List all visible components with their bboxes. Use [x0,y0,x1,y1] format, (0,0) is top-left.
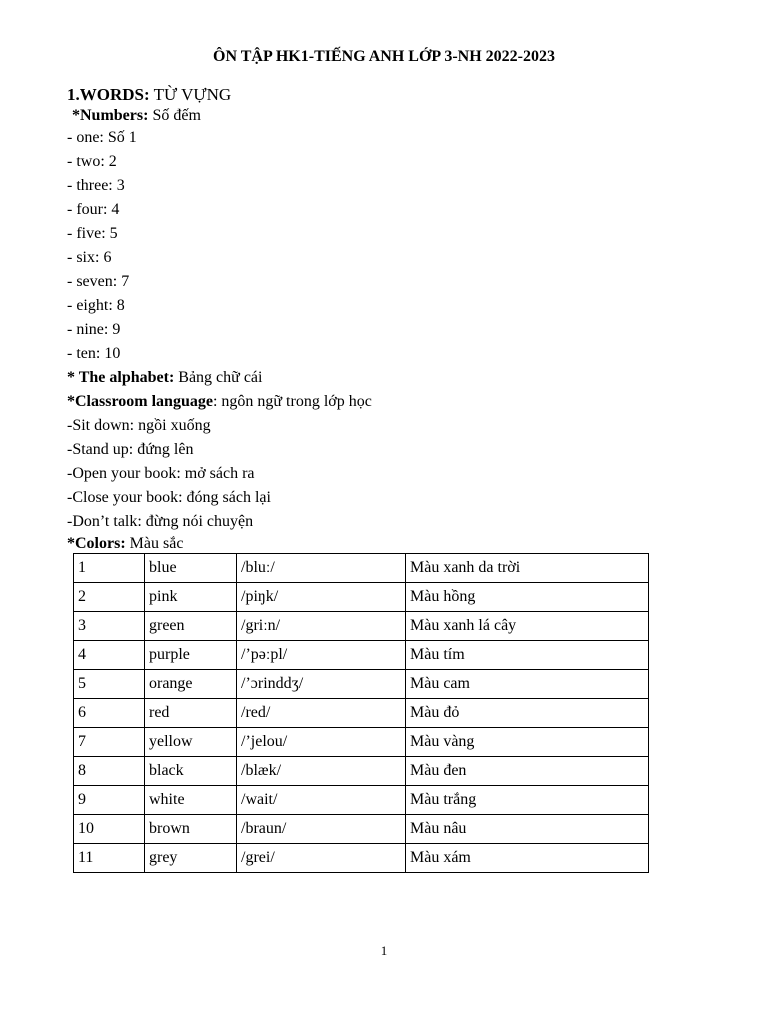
alphabet-heading-text: Bảng chữ cái [174,369,263,386]
colors-heading [67,534,707,554]
color-ipa-cell: /grei/ [237,844,406,873]
numbers-list [67,126,707,366]
table-row [74,815,649,844]
color-number-cell: 9 [74,786,145,815]
color-meaning-cell: Màu cam [406,670,649,699]
table-row [74,757,649,786]
color-ipa-cell: /blæk/ [237,757,406,786]
color-number-cell: 6 [74,699,145,728]
words-heading-text: TỪ VỰNG [149,85,232,104]
color-number-cell: 10 [74,815,145,844]
color-word-cell: red [145,699,237,728]
color-word-cell: white [145,786,237,815]
number-item: - nine: 9 [67,321,121,338]
table-row [74,612,649,641]
alphabet-heading-label: * The alphabet: [67,369,175,386]
color-ipa-cell: /’jelou/ [237,728,406,757]
color-meaning-cell: Màu vàng [406,728,649,757]
color-meaning-cell: Màu hồng [406,583,649,612]
color-number-cell: 1 [74,554,145,583]
colors-heading-text: Màu sắc [125,535,184,552]
color-word-cell: pink [145,583,237,612]
table-row [74,554,649,583]
classroom-heading [67,390,707,414]
color-number-cell: 11 [74,844,145,873]
color-ipa-cell: /wait/ [237,786,406,815]
classroom-list [67,414,707,534]
words-heading [67,84,707,106]
color-word-cell: green [145,612,237,641]
number-item: - four: 4 [67,201,120,218]
table-row [74,670,649,699]
table-row [74,699,649,728]
color-meaning-cell: Màu xanh lá cây [406,612,649,641]
color-ipa-cell: /’pəːpl/ [237,641,406,670]
table-row [74,786,649,815]
color-ipa-cell: /red/ [237,699,406,728]
color-meaning-cell: Màu nâu [406,815,649,844]
number-item: - eight: 8 [67,297,125,314]
numbers-heading [67,106,707,126]
classroom-phrase-item: -Close your book: đóng sách lại [67,489,271,506]
table-row [74,728,649,757]
color-ipa-cell: /griːn/ [237,612,406,641]
color-meaning-cell: Màu xanh da trời [406,554,649,583]
color-meaning-cell: Màu đỏ [406,699,649,728]
classroom-phrase-item: -Open your book: mở sách ra [67,465,255,482]
words-heading-label: 1.WORDS: [67,85,150,104]
color-number-cell: 2 [74,583,145,612]
classroom-phrase-item: -Sit down: ngồi xuống [67,417,211,434]
table-row [74,583,649,612]
table-row [74,641,649,670]
classroom-heading-label: *Classroom language [67,393,213,410]
color-word-cell: black [145,757,237,786]
number-item: - two: 2 [67,153,117,170]
classroom-heading-text: : ngôn ngữ trong lớp học [212,393,372,410]
number-item: - six: 6 [67,249,112,266]
color-ipa-cell: /braun/ [237,815,406,844]
number-item: - ten: 10 [67,345,121,362]
color-meaning-cell: Màu tím [406,641,649,670]
numbers-heading-text: Số đếm [148,107,201,124]
colors-heading-label: *Colors: [67,535,126,552]
color-ipa-cell: /bluː/ [237,554,406,583]
color-ipa-cell: /piŋk/ [237,583,406,612]
color-number-cell: 4 [74,641,145,670]
color-meaning-cell: Màu xám [406,844,649,873]
colors-table [73,553,649,873]
table-row [74,844,649,873]
color-word-cell: orange [145,670,237,699]
color-word-cell: yellow [145,728,237,757]
color-number-cell: 5 [74,670,145,699]
color-meaning-cell: Màu trắng [406,786,649,815]
number-item: - seven: 7 [67,273,130,290]
number-item: - one: Số 1 [67,129,137,146]
classroom-phrase-item: -Don’t talk: đừng nói chuyện [67,513,254,530]
alphabet-heading [67,366,707,390]
document-title: ÔN TẬP HK1-TIẾNG ANH LỚP 3-NH 2022-2023 [213,48,555,65]
color-number-cell: 7 [74,728,145,757]
color-word-cell: grey [145,844,237,873]
numbers-heading-label: *Numbers: [72,107,149,124]
page-number: 1 [380,943,388,958]
color-word-cell: blue [145,554,237,583]
color-meaning-cell: Màu đen [406,757,649,786]
color-number-cell: 8 [74,757,145,786]
color-word-cell: brown [145,815,237,844]
classroom-phrase-item: -Stand up: đứng lên [67,441,194,458]
color-number-cell: 3 [74,612,145,641]
number-item: - three: 3 [67,177,125,194]
number-item: - five: 5 [67,225,118,242]
content-body [67,84,707,554]
color-word-cell: purple [145,641,237,670]
color-ipa-cell: /’ɔrinddʒ/ [237,670,406,699]
